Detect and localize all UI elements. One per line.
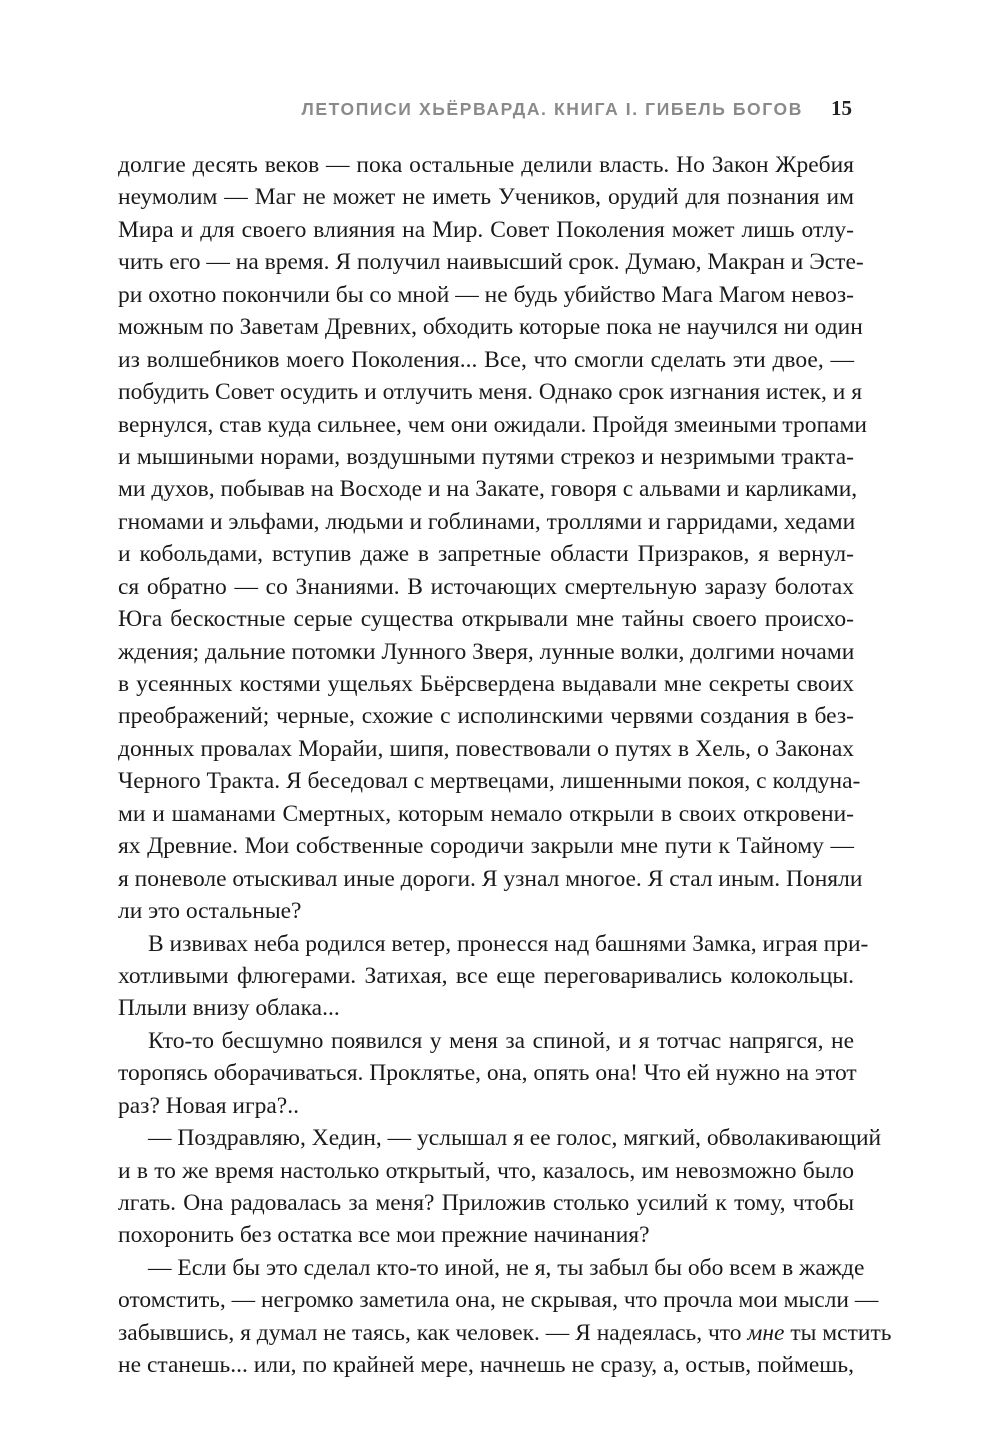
text-fragment: ты мстить	[790, 1319, 892, 1346]
text-line: побудить Совет осудить и отлучить меня. Однако срок изгнания истек, и я	[118, 379, 863, 406]
text-line: отомстить, — негромко заметила она, не скрывая, что прочла мои мысли —	[118, 1287, 879, 1314]
text-line: ся обратно — со Знаниями. В источающих смертельную заразу болотах	[118, 573, 854, 600]
text-line: ли это остальные?	[118, 898, 302, 925]
text-line: ми духов, побывав на Восходе и на Закате, говоря с альвами и карликами,	[118, 476, 858, 503]
emphasized-word: мне	[747, 1319, 785, 1346]
text-line: Плыли внизу облака...	[118, 995, 340, 1022]
text-line: гномами и эльфами, людьми и гоблинами, троллями и гарридами, хедами	[118, 508, 856, 535]
text-line: ри охотно покончили бы со мной — не будь убийство Мага Магом невоз-	[118, 281, 854, 308]
paragraph-start: — Поздравляю, Хедин, — услышал я ее голос, мягкий, обволакивающий	[148, 1125, 882, 1152]
text-line: и мышиными норами, воздушными путями стрекоз и незримыми тракта-	[118, 443, 854, 470]
text-line: и кобольдами, вступив даже в запретные области Призраков, я вернул-	[118, 541, 854, 568]
text-line: похоронить без остатка все мои прежние начинания?	[118, 1222, 650, 1249]
paragraph-start: Кто-то бесшумно появился у меня за спиной, и я тотчас напрягся, не	[148, 1027, 854, 1054]
text-line: ждения; дальние потомки Лунного Зверя, лунные волки, долгими ночами	[118, 638, 855, 665]
text-line: ми и шаманами Смертных, которым немало открыли в своих откровени-	[118, 800, 854, 827]
text-line: чить его — на время. Я получил наивысший срок. Думаю, Макран и Эсте-	[118, 249, 864, 276]
running-header	[300, 96, 852, 126]
text-line: Черного Тракта. Я беседовал с мертвецами, лишенными покоя, с колдуна-	[118, 768, 861, 795]
paragraph-start: В извивах неба родился ветер, пронесся над башнями Замка, играя при-	[148, 930, 869, 957]
paragraph-start: — Если бы это сделал кто-то иной, не я, ты забыл бы обо всем в жажде	[148, 1254, 865, 1281]
text-line: донных провалах Морайи, шипя, повествовали о путях в Хель, о Законах	[118, 735, 854, 762]
text-line: хотливыми флюгерами. Затихая, все еще переговаривались колокольцы.	[118, 962, 854, 989]
text-line: Юга бескостные серые существа открывали мне тайны своего происхо-	[118, 606, 854, 633]
text-line: я поневоле отыскивал иные дороги. Я узнал многое. Я стал иным. Поняли	[118, 865, 863, 892]
text-line: преображений; черные, схожие с исполинскими червями создания в без-	[118, 703, 854, 730]
text-line: долгие десять веков — пока остальные делили власть. Но Закон Жребия	[118, 152, 854, 178]
text-line: в усеянных костями ущельях Бьёрсвердена выдавали мне секреты своих	[118, 671, 854, 697]
text-line: и в то же время настолько открытый, что, казалось, им невозможно было	[118, 1157, 854, 1184]
text-fragment: забывшись, я думал не таясь, как человек. — Я надеялась, что	[118, 1319, 742, 1346]
text-line-with-emphasis	[118, 1317, 892, 1349]
text-line: ях Древние. Мои собственные сородичи закрыли мне пути к Тайному —	[118, 833, 854, 860]
text-line: вернулся, став куда сильнее, чем они ожидали. Пройдя змеиными тропами	[118, 411, 867, 438]
text-line: можным по Заветам Древних, обходить которые пока не научился ни один	[118, 314, 863, 341]
text-line: из волшебников моего Поколения... Все, что смогли сделать эти двое, —	[118, 346, 854, 373]
page-number: 15	[831, 96, 852, 120]
body-text	[118, 149, 892, 1382]
book-title-header: ЛЕТОПИСИ ХЬЁРВАРДА. КНИГА I. ГИБЕЛЬ БОГОВ	[301, 99, 803, 119]
text-line: раз? Новая игра?..	[118, 1092, 299, 1119]
text-line: лгать. Она радовалась за меня? Приложив столько усилий к тому, чтобы	[118, 1190, 854, 1216]
text-line: Мира и для своего влияния на Мир. Совет Поколения может лишь отлу-	[118, 216, 854, 243]
text-line: торопясь оборачиваться. Проклятье, она, опять она! Что ей нужно на этот	[118, 1060, 857, 1087]
text-line: не станешь... или, по крайней мере, начнешь не сразу, а, остыв, поймешь,	[118, 1352, 854, 1379]
text-line: неумолим — Маг не может не иметь Учеников, орудий для познания им	[118, 184, 854, 211]
